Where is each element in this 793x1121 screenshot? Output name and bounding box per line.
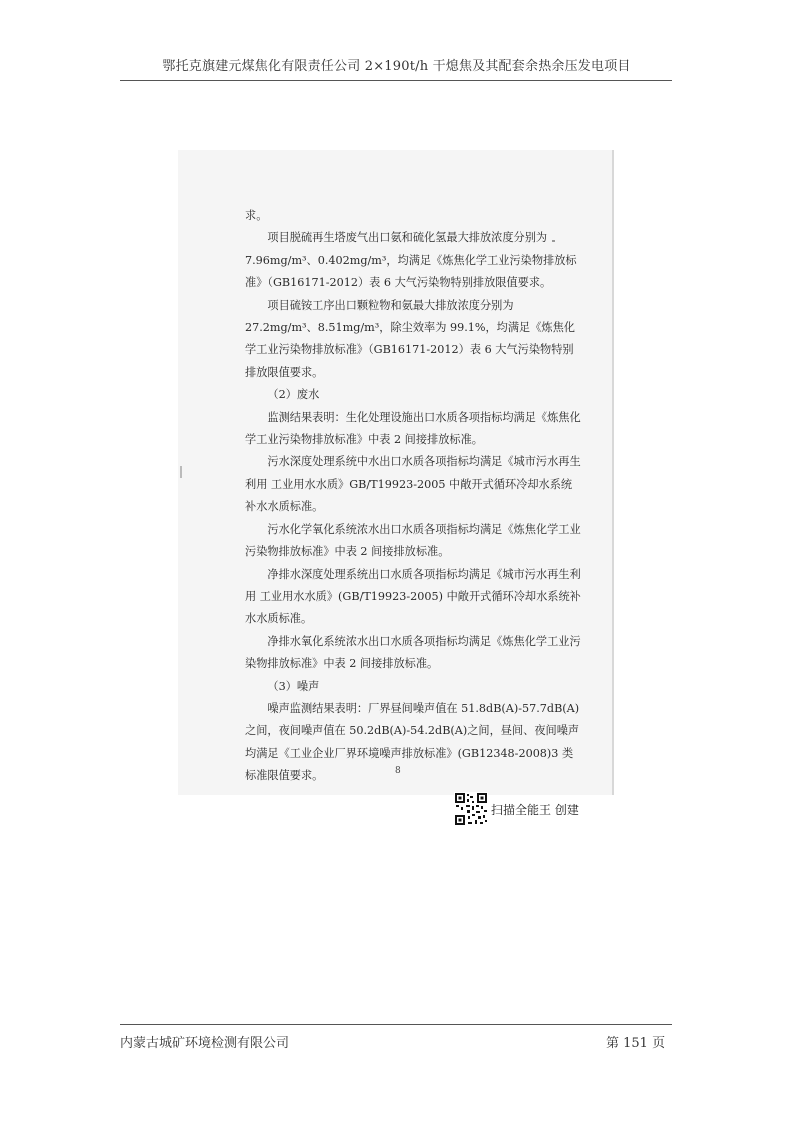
scanner-watermark-text: 扫描全能王 创建 [491, 803, 579, 817]
body-paragraph: 监测结果表明：生化处理设施出口水质各项指标均满足《炼焦化学工业污染物排放标准》中表 2 间接排放标准。 [245, 410, 581, 447]
body-paragraph: 求。 [245, 209, 268, 222]
scanned-page-number: 8 [395, 766, 401, 776]
qr-code-icon [454, 792, 488, 826]
scan-edge [612, 150, 614, 795]
footer-company: 内蒙古城矿环境检测有限公司 [120, 1036, 290, 1051]
body-paragraph: 净排水氧化系统浓水出口水质各项指标均满足《炼焦化学工业污染物排放标准》中表 2 间接排放标准。 [245, 634, 581, 671]
body-paragraph: 项目脱硫再生塔废气出口氨和硫化氢最大排放浓度分别为 7.96mg/m³、0.402mg/m³，均满足《炼焦化学工业污染物排放标准》（GB16171-2012）表 6 大气污染物特别排放限值要求。 [245, 231, 577, 290]
body-paragraph: 污水化学氧化系统浓水出口水质各项指标均满足《炼焦化学工业污染物排放标准》中表 2 间接排放标准。 [245, 522, 581, 559]
footer-page-number: 第 151 页 [606, 1036, 666, 1051]
page-header-title: 鄂托克旗建元煤焦化有限责任公司 2×190t/h 干熄焦及其配套余热余压发电项目 [162, 59, 631, 74]
header-divider [120, 80, 672, 81]
body-paragraph: 净排水深度处理系统出口水质各项指标均满足《城市污水再生利用 工业用水水质》(GB/T19923-2005) 中敞开式循环冷却水系统补水水质标准。 [245, 567, 581, 626]
body-paragraph: （3）噪声 [267, 679, 320, 693]
body-paragraph: 项目硫铵工序出口颗粒物和氨最大排放浓度分别为 27.2mg/m³、8.51mg/m³，除尘效率为 99.1%，均满足《炼焦化学工业污染物排放标准》（GB16171-2012）表 6 大气污染物特别排放限值要求。 [245, 298, 575, 379]
body-paragraph: 噪声监测结果表明：厂界昼间噪声值在 51.8dB(A)-57.7dB(A) 之间，夜间噪声值在 50.2dB(A)-54.2dB(A)之间，昼间、夜间噪声均满足《工业企业厂界环境噪声排放标准》(GB12348-2008)3 类标准限值要求。 [245, 701, 580, 783]
body-paragraph: 污水深度处理系统中水出口水质各项指标均满足《城市污水再生利用 工业用水水质》GB/T19923-2005 中敞开式循环冷却水系统补水水质标准。 [245, 455, 581, 514]
scan-speck [180, 466, 182, 478]
scanned-body-text [245, 205, 583, 788]
body-paragraph: （2）废水 [267, 388, 320, 402]
footer-divider [120, 1024, 672, 1025]
